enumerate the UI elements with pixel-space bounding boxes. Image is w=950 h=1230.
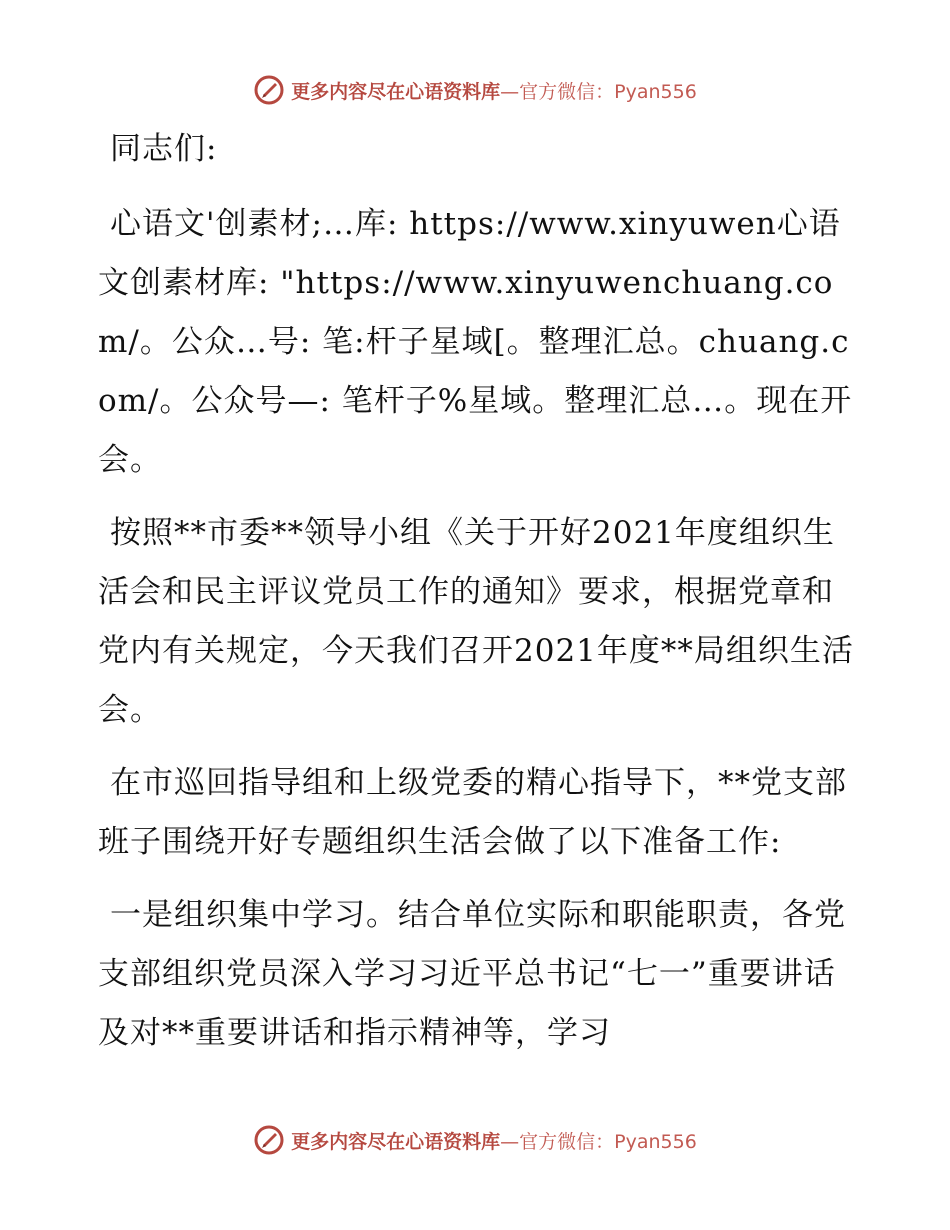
paragraph-1: 心语文'创素材;…库: https://www.xinyuwen心语文创素材库: "https://www.xinyuwenchuang.com/。公众…号: 笔:杆子星域[。整理汇总。chuang.com/。公众号—: 笔杆子%星域。整理汇总…。现在开会。 <box>98 206 853 478</box>
paragraph-2: 按照**市委**领导小组《关于开好2021年度组织生活会和民主评议党员工作的通知》要求，根据党章和党内有关规定，今天我们召开2021年度**局组织生活会。 <box>98 515 854 728</box>
header-banner <box>0 70 950 110</box>
document-body <box>98 120 858 1077</box>
footer-wechat-text: —官方微信：Pyan556 <box>500 1130 697 1153</box>
footer-brand-text: 更多内容尽在心语资料库 <box>291 1130 501 1153</box>
brand-logo-icon <box>253 74 285 106</box>
header-wechat-text: —官方微信：Pyan556 <box>500 80 697 103</box>
paragraph-4: 一是组织集中学习。结合单位实际和职能职责，各党支部组织党员深入学习习近平总书记“七一”重要讲话及对**重要讲话和指示精神等，学习 <box>98 897 846 1051</box>
greeting: 同志们: <box>110 131 218 167</box>
brand-logo-icon <box>253 1124 285 1156</box>
paragraph-3: 在市巡回指导组和上级党委的精心指导下，**党支部班子围绕开好专题组织生活会做了以下准备工作: <box>98 765 847 860</box>
footer-banner <box>0 1120 950 1160</box>
header-brand-text: 更多内容尽在心语资料库 <box>291 80 501 103</box>
